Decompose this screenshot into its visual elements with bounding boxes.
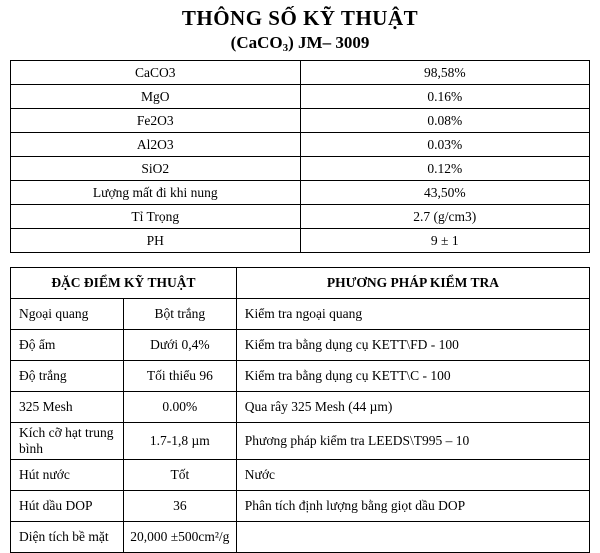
composition-value: 0.16% — [300, 85, 590, 109]
property-value: 0.00% — [123, 392, 236, 423]
composition-name: SiO2 — [11, 157, 301, 181]
table-row — [11, 133, 590, 157]
property-method: Phân tích định lượng bằng giọt dầu DOP — [236, 491, 589, 522]
header-specification: ĐẶC ĐIỂM KỸ THUẬT — [11, 268, 237, 299]
property-method — [236, 522, 589, 553]
document-title-block — [10, 6, 590, 54]
composition-table — [10, 60, 590, 253]
composition-name: PH — [11, 229, 301, 253]
property-value: Bột trắng — [123, 299, 236, 330]
property-name: Diện tích bề mặt — [11, 522, 124, 553]
table-row — [11, 205, 590, 229]
table-row — [11, 61, 590, 85]
composition-value: 0.12% — [300, 157, 590, 181]
property-value: 36 — [123, 491, 236, 522]
property-name: Độ ẩm — [11, 330, 124, 361]
property-value: Tốt — [123, 460, 236, 491]
table-row — [11, 157, 590, 181]
table-row — [11, 491, 590, 522]
composition-value: 9 ± 1 — [300, 229, 590, 253]
property-value: Tối thiểu 96 — [123, 361, 236, 392]
page-subtitle — [10, 32, 590, 54]
table-row — [11, 229, 590, 253]
table-row — [11, 181, 590, 205]
property-method: Qua rây 325 Mesh (44 µm) — [236, 392, 589, 423]
property-name: Kích cỡ hạt trung bình — [11, 423, 124, 460]
property-value: Dưới 0,4% — [123, 330, 236, 361]
property-method: Kiểm tra ngoại quang — [236, 299, 589, 330]
property-value: 1.7-1,8 µm — [123, 423, 236, 460]
table-row — [11, 392, 590, 423]
table-row — [11, 330, 590, 361]
property-method: Kiểm tra bằng dụng cụ KETT\FD - 100 — [236, 330, 589, 361]
page-title: THÔNG SỐ KỸ THUẬT — [181, 6, 419, 30]
property-method: Phương pháp kiểm tra LEEDS\T995 – 10 — [236, 423, 589, 460]
composition-value: 2.7 (g/cm3) — [300, 205, 590, 229]
table-header-row — [11, 268, 590, 299]
table-row — [11, 109, 590, 133]
composition-name: Tỉ Trọng — [11, 205, 301, 229]
header-test-method: PHƯƠNG PHÁP KIỂM TRA — [236, 268, 589, 299]
subtitle-prefix: (CaCO — [230, 33, 283, 53]
subtitle-subscript: 3 — [282, 42, 289, 55]
composition-name: CaCO3 — [11, 61, 301, 85]
composition-value: 43,50% — [300, 181, 590, 205]
property-value: 20,000 ±500cm²/g — [123, 522, 236, 553]
composition-name: Al2O3 — [11, 133, 301, 157]
composition-name: Lượng mất đi khi nung — [11, 181, 301, 205]
properties-table — [10, 267, 590, 553]
subtitle-suffix: ) JM– 3009 — [288, 33, 370, 53]
property-method: Nước — [236, 460, 589, 491]
table-row — [11, 361, 590, 392]
composition-value: 98,58% — [300, 61, 590, 85]
composition-value: 0.08% — [300, 109, 590, 133]
composition-value: 0.03% — [300, 133, 590, 157]
composition-name: MgO — [11, 85, 301, 109]
table-row — [11, 85, 590, 109]
table-row — [11, 522, 590, 553]
table-row — [11, 460, 590, 491]
table-row — [11, 423, 590, 460]
property-name: Độ trắng — [11, 361, 124, 392]
table-row — [11, 299, 590, 330]
property-name: 325 Mesh — [11, 392, 124, 423]
property-name: Ngoại quang — [11, 299, 124, 330]
property-name: Hút nước — [11, 460, 124, 491]
property-name: Hút dầu DOP — [11, 491, 124, 522]
property-method: Kiểm tra bằng dụng cụ KETT\C - 100 — [236, 361, 589, 392]
composition-name: Fe2O3 — [11, 109, 301, 133]
